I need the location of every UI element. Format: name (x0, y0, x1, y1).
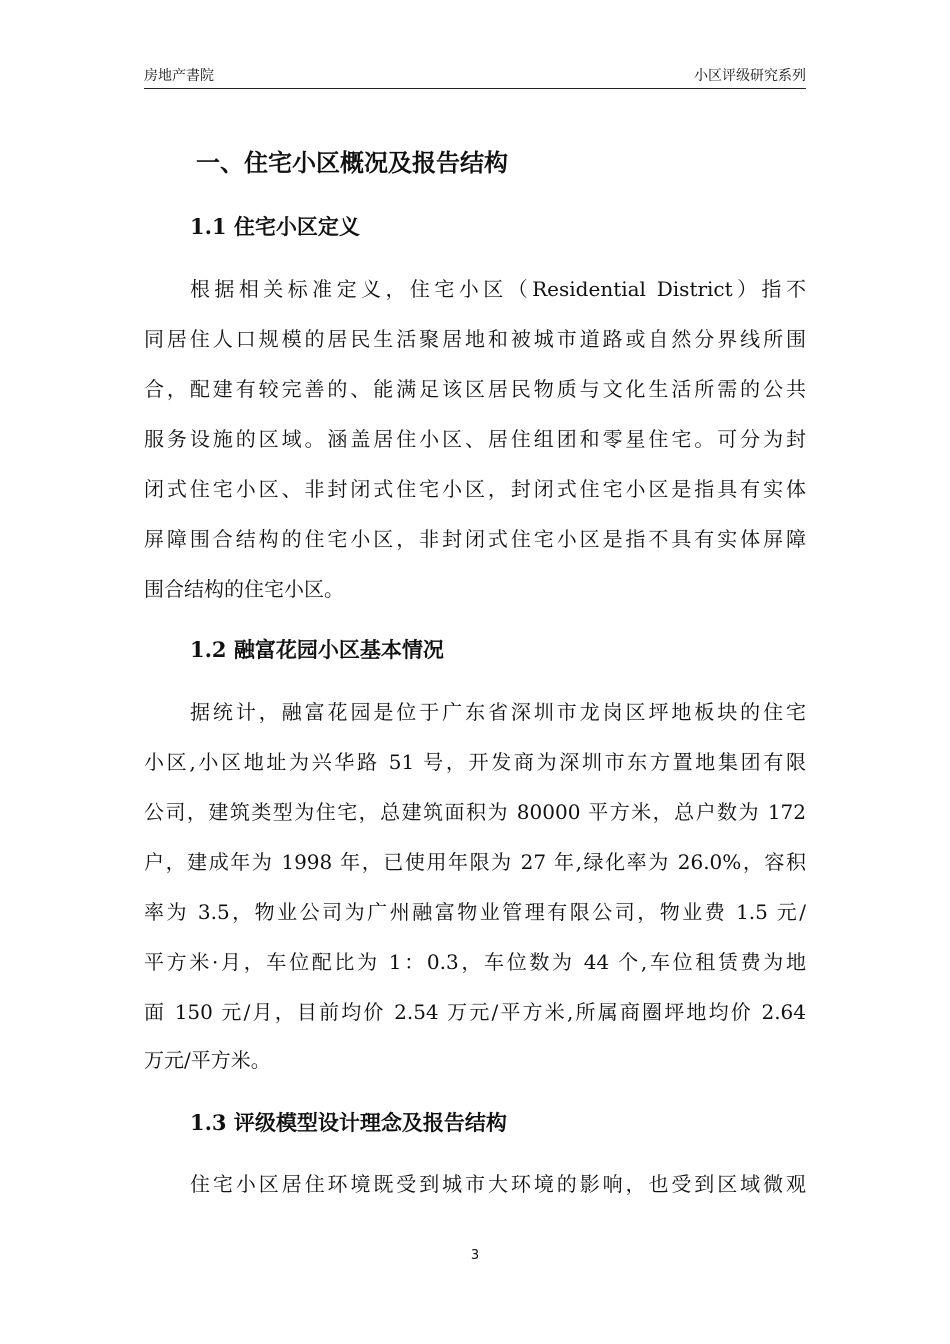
paragraph-line: 闭式住宅小区、非封闭式住宅小区，封闭式住宅小区是指具有实体 (144, 477, 806, 501)
paragraph-line: 面 150 元/月，目前均价 2.54 万元/平方米,所属商圈坪地均价 2.64 (144, 1000, 806, 1024)
header-series-title: 小区评级研究系列 (694, 68, 806, 84)
section-heading-1-1: 1.1 住宅小区定义 (190, 214, 360, 239)
paragraph-line: 屏障围合结构的住宅小区，非封闭式住宅小区是指不具有实体屏障 (144, 527, 806, 551)
paragraph-line: 率为 3.5，物业公司为广州融富物业管理有限公司，物业费 1.5 元/ (144, 900, 806, 924)
section-heading-1-3: 1.3 评级模型设计理念及报告结构 (190, 1110, 507, 1135)
section-heading-1-2: 1.2 融富花园小区基本情况 (190, 637, 444, 662)
header-publisher: 房地产書院 (144, 68, 214, 84)
paragraph-line: 据统计，融富花园是位于广东省深圳市龙岗区坪地板块的住宅 (190, 700, 806, 724)
page-number: 3 (470, 1248, 480, 1263)
paragraph-line: 住宅小区居住环境既受到城市大环境的影响，也受到区域微观 (190, 1172, 806, 1196)
paragraph-line: 合，配建有较完善的、能满足该区居民物质与文化生活所需的公共 (144, 377, 806, 401)
paragraph-line: 同居住人口规模的居民生活聚居地和被城市道路或自然分界线所围 (144, 327, 806, 351)
paragraph-line: 万元/平方米。 (144, 1048, 271, 1072)
chapter-title: 一、住宅小区概况及报告结构 (196, 148, 508, 177)
page-header (144, 66, 806, 89)
paragraph-line: 小区,小区地址为兴华路 51 号，开发商为深圳市东方置地集团有限 (144, 750, 806, 774)
paragraph-line: 公司，建筑类型为住宅，总建筑面积为 80000 平方米，总户数为 172 (144, 800, 806, 824)
paragraph-line: 平方米·月，车位配比为 1：0.3，车位数为 44 个,车位租赁费为地 (144, 950, 806, 974)
paragraph-line: 户，建成年为 1998 年，已使用年限为 27 年,绿化率为 26.0%，容积 (144, 850, 806, 874)
paragraph-line: 围合结构的住宅小区。 (144, 577, 344, 601)
paragraph-line: 根据相关标准定义，住宅小区（Residential District）指不 (190, 277, 806, 301)
paragraph-line: 服务设施的区域。涵盖居住小区、居住组团和零星住宅。可分为封 (144, 427, 806, 451)
